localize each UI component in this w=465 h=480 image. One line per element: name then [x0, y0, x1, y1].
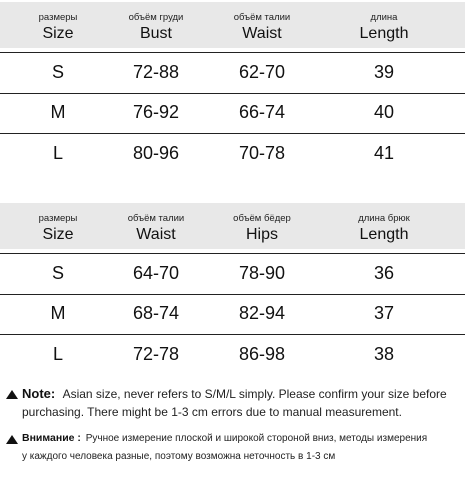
waist-cell: 72-78: [132, 344, 180, 364]
table-row: [0, 52, 465, 94]
note-line-2: у каждого человека разные, поэтому возможна неточность в 1-3 см: [22, 451, 336, 462]
table-row: [0, 294, 465, 335]
waist-cell: 66-74: [238, 102, 286, 122]
header-waist: объём талии Waist: [233, 12, 291, 42]
table-row: [0, 134, 465, 174]
note-label: Note:: [22, 386, 56, 401]
length-cell: 36: [373, 263, 395, 283]
length-cell: 37: [373, 303, 395, 323]
header-length: длина Length: [359, 12, 409, 42]
hips-cell: 78-90: [238, 263, 286, 283]
table-row: [0, 335, 465, 375]
table-header: [0, 203, 465, 249]
size-table-top: [0, 2, 465, 163]
size-cell: M: [50, 303, 66, 323]
header-waist: объём талии Waist: [127, 213, 185, 243]
header-bust: объём груди Bust: [128, 12, 184, 42]
header-size: размеры Size: [38, 213, 78, 243]
waist-cell: 62-70: [238, 62, 286, 82]
size-cell: L: [52, 143, 63, 163]
size-table-bottom: [0, 203, 465, 364]
length-cell: 38: [373, 344, 395, 364]
size-cell: S: [51, 263, 64, 283]
note-label: Внимание :: [22, 432, 81, 444]
length-cell: 41: [373, 143, 395, 163]
note-line-2: purchasing. There might be 1-3 cm errors due to manual measurement.: [22, 405, 402, 419]
hips-cell: 86-98: [238, 344, 286, 364]
waist-cell: 64-70: [132, 263, 180, 283]
note-english: [0, 385, 465, 421]
header-hips: объём бёдер Hips: [233, 213, 291, 243]
table-header: [0, 2, 465, 48]
hips-cell: 82-94: [238, 303, 286, 323]
header-length: длина брюк Length: [358, 213, 410, 243]
size-cell: S: [51, 62, 64, 82]
size-cell: L: [52, 344, 63, 364]
table-row: [0, 93, 465, 134]
note-line-1: Asian size, never refers to S/M/L simply. Please confirm your size before: [62, 387, 447, 401]
note-russian: [0, 429, 465, 466]
header-size: размеры Size: [38, 12, 78, 42]
size-cell: M: [50, 102, 66, 122]
waist-cell: 70-78: [238, 143, 286, 163]
length-cell: 40: [373, 102, 395, 122]
bust-cell: 72-88: [132, 62, 180, 82]
bust-cell: 76-92: [132, 102, 180, 122]
waist-cell: 68-74: [132, 303, 180, 323]
bust-cell: 80-96: [132, 143, 180, 163]
length-cell: 39: [373, 62, 395, 82]
note-line-1: Ручное измерение плоской и широкой стороной вниз, методы измерения: [85, 433, 428, 444]
table-row: [0, 253, 465, 295]
